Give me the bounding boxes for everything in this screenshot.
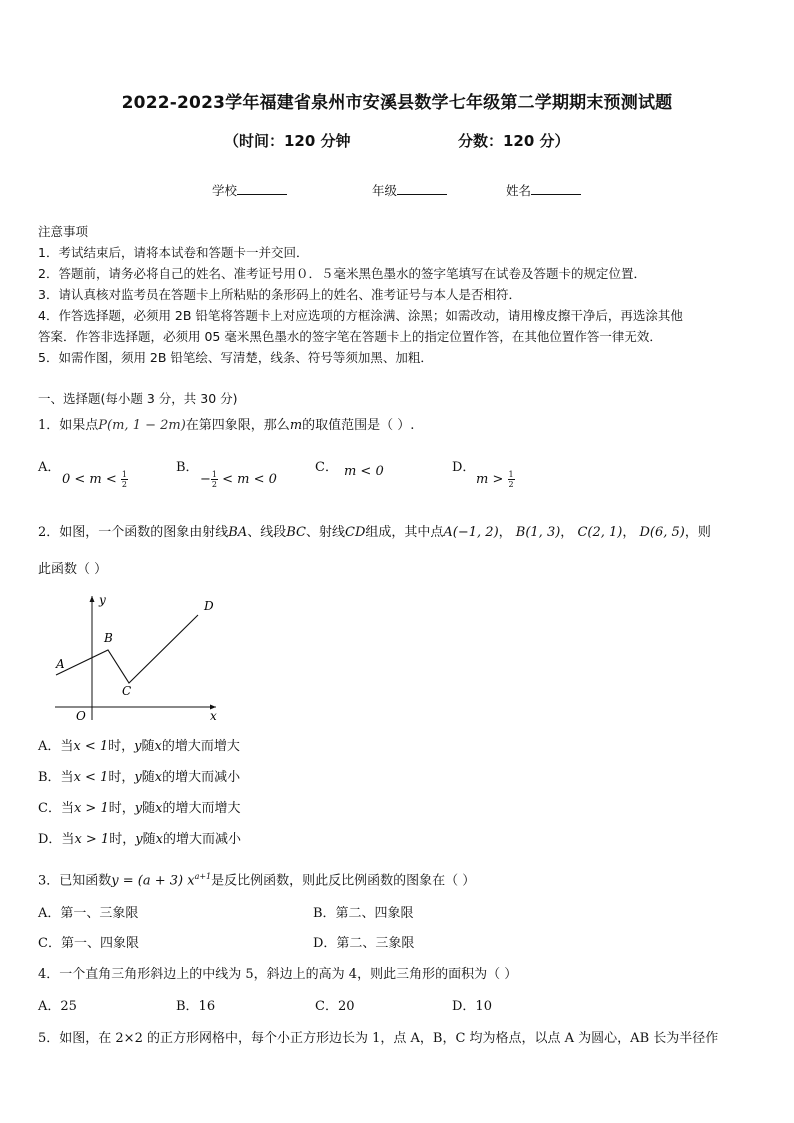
school-label: 学校 [212,183,238,198]
q1-point: P(m, 1 − 2m) [98,418,186,433]
section-heading: 一、选择题(每小题 3 分，共 30 分) [38,391,238,406]
option-cond: x > 1 [74,832,110,847]
exam-time: （时间：120 分钟 [224,132,351,150]
option-text: 时， [108,739,135,754]
option-expr: < m < 0 [222,472,277,487]
q2-point: C(2, 1) [577,525,623,540]
q2-text: 组成，其中点 [365,525,444,540]
notice-heading: 注意事项 [38,224,89,239]
x-label: x [210,709,217,723]
q4-option-b: B．16 [176,999,216,1014]
grade-label: 年级 [372,183,398,198]
q4-option-d: D．10 [452,999,492,1014]
exam-score: 分数：120 分） [458,132,570,150]
option-var: x [155,801,163,816]
notice-item: 2．答题前，请务必将自己的姓名、准考证号用０．５毫米黑色墨水的签字笔填写在试卷及答题卡的规定位置． [38,266,646,281]
q2-text: 2．如图，一个函数的图象由射线 [38,525,229,540]
option-text: 随 [142,832,156,847]
option-var: y [134,770,142,785]
q1-option-b [176,458,199,478]
option-label: B．当 [38,770,74,785]
q4-option-a: A．25 [38,999,77,1014]
q1-option-a [38,458,60,478]
notice-item: 5．如需作图，须用 2B 铅笔绘、写清楚，线条、符号等须加黑、加粗． [38,350,433,365]
option-text: 的增大而减小 [162,832,241,847]
question-5: 5．如图，在 2×2 的正方形网格中，每个小正方形边长为 1，点 A，B，C 均为格点，以点 A 为圆心，AB 长为半径作 [38,1031,719,1046]
q3-text: 3．已知函数 [38,873,112,889]
q1-option-d-expr [476,470,515,490]
q2-option-a [38,737,240,757]
frac-num: 1 [211,470,217,479]
q1-text: 在第四象限，那么 [185,418,290,433]
q2-option-b [38,768,240,788]
school-blank [237,182,287,195]
fraction [508,470,515,489]
fraction [211,470,218,489]
q1-option-b-expr [200,470,277,490]
q3-expr: y = (a + 3) x [111,873,195,889]
y-axis-arrow [90,596,95,602]
q2-option-d [38,830,241,850]
q2-text: 、线段 [247,525,287,540]
q2-text: 、射线 [306,525,346,540]
name-label: 姓名 [506,183,532,198]
school-field [212,181,287,199]
option-text: 的增大而增大 [161,739,240,754]
q1-text: 的取值范围是（ ）. [302,418,415,433]
q3-text: 是反比例函数，则此反比例函数的图象在（ ） [211,873,476,889]
q3-option-d: D．第二、三象限 [313,936,415,951]
option-text: 时， [108,801,135,816]
option-cond: x < 1 [73,739,109,754]
q1-option-c [315,458,384,478]
grade-blank [397,182,447,195]
option-label: D． [452,460,476,475]
q1-var: m [289,418,303,433]
option-text: 随 [141,739,155,754]
option-expr: m > [476,472,504,487]
function-polyline [56,615,198,683]
question-2: 2．如图，一个函数的图象由射线BA、线段BC、射线CD组成，其中点A(−1, 2)， B(1, 3)， C(2, 1)， D(6, 5)，则 [38,525,711,540]
name-field [506,181,581,199]
option-text: 随 [142,801,156,816]
frac-num: 1 [508,470,514,479]
option-var: y [134,739,142,754]
fraction [121,470,128,489]
option-label: B． [176,460,199,475]
option-label: D．当 [38,832,75,847]
frac-den: 2 [121,480,128,489]
option-label: A．当 [38,739,74,754]
option-label: A． [38,460,61,475]
question-1 [38,416,414,436]
frac-den: 2 [508,480,514,489]
option-var: x [154,770,163,785]
q2-option-c [38,799,240,819]
notice-item: 3．请认真核对监考员在答题卡上所粘贴的条形码上的姓名、准考证号与本人是否相符． [38,287,521,302]
exam-title: 2022-2023学年福建省泉州市安溪县数学七年级第二学期期末预测试题 [121,93,673,113]
q3-option-c: C．第一、四象限 [38,936,139,951]
option-text: 的增大而减小 [162,770,241,785]
frac-den: 2 [211,480,217,489]
q2-var: CD [345,525,366,540]
point-a-label: A [56,657,65,671]
point-b-label: B [104,631,113,645]
option-text: 时， [109,832,136,847]
q1-option-a-expr [62,470,128,490]
q2-var: BC [286,525,306,540]
q1-option-d [452,458,475,478]
question-4: 4．一个直角三角形斜边上的中线为 5，斜边上的高为 4，则此三角形的面积为（ ） [38,967,518,982]
q3-option-a: A．第一、三象限 [38,906,139,921]
q3-option-b: B．第二、四象限 [313,906,414,921]
q2-function-graph [50,590,230,725]
point-c-label: C [122,684,132,698]
q4-option-c: C．20 [315,999,355,1014]
option-text: 随 [141,770,155,785]
q2-text: ，则 [684,525,711,540]
option-var: x [154,739,162,754]
q2-point: A(−1, 2) [443,525,499,540]
q3-exponent: a+1 [194,872,212,881]
option-text: 时， [108,770,135,785]
name-blank [531,182,581,195]
notice-item: 4．作答选择题，必须用 2B 铅笔将答题卡上对应选项的方框涂满、涂黑；如需改动，请用橡皮擦干净后，再选涂其他 [38,308,683,323]
q2-point: B(1, 3) [515,525,561,540]
point-d-label: D [204,599,214,613]
option-expr: 0 < m < [62,472,117,487]
notice-item: 1．考试结束后，请将本试卷和答题卡一并交回． [38,245,309,260]
q1-text: 1．如果点 [38,418,99,433]
option-label: C． [315,460,338,475]
grade-field [372,181,447,199]
question-3 [38,867,475,891]
option-cond: x < 1 [73,770,109,785]
option-expr: m < 0 [343,464,384,479]
option-cond: x > 1 [73,801,109,816]
option-label: C．当 [38,801,74,816]
notice-item: 答案．作答非选择题，必须用 05 毫米黑色墨水的签字笔在答题卡上的指定位置作答，在其他位置作答一律无效． [38,329,662,344]
q2-var: BA [228,525,248,540]
frac-num: 1 [121,470,128,479]
option-text: 的增大而增大 [162,801,241,816]
option-expr: − [200,472,211,487]
option-var: y [134,801,143,816]
q2-point: D(6, 5) [639,525,685,540]
origin-label: O [76,709,86,723]
option-var: x [155,832,163,847]
q2-line2: 此函数（ ） [38,562,108,577]
option-var: y [135,832,143,847]
y-label: y [99,593,106,607]
